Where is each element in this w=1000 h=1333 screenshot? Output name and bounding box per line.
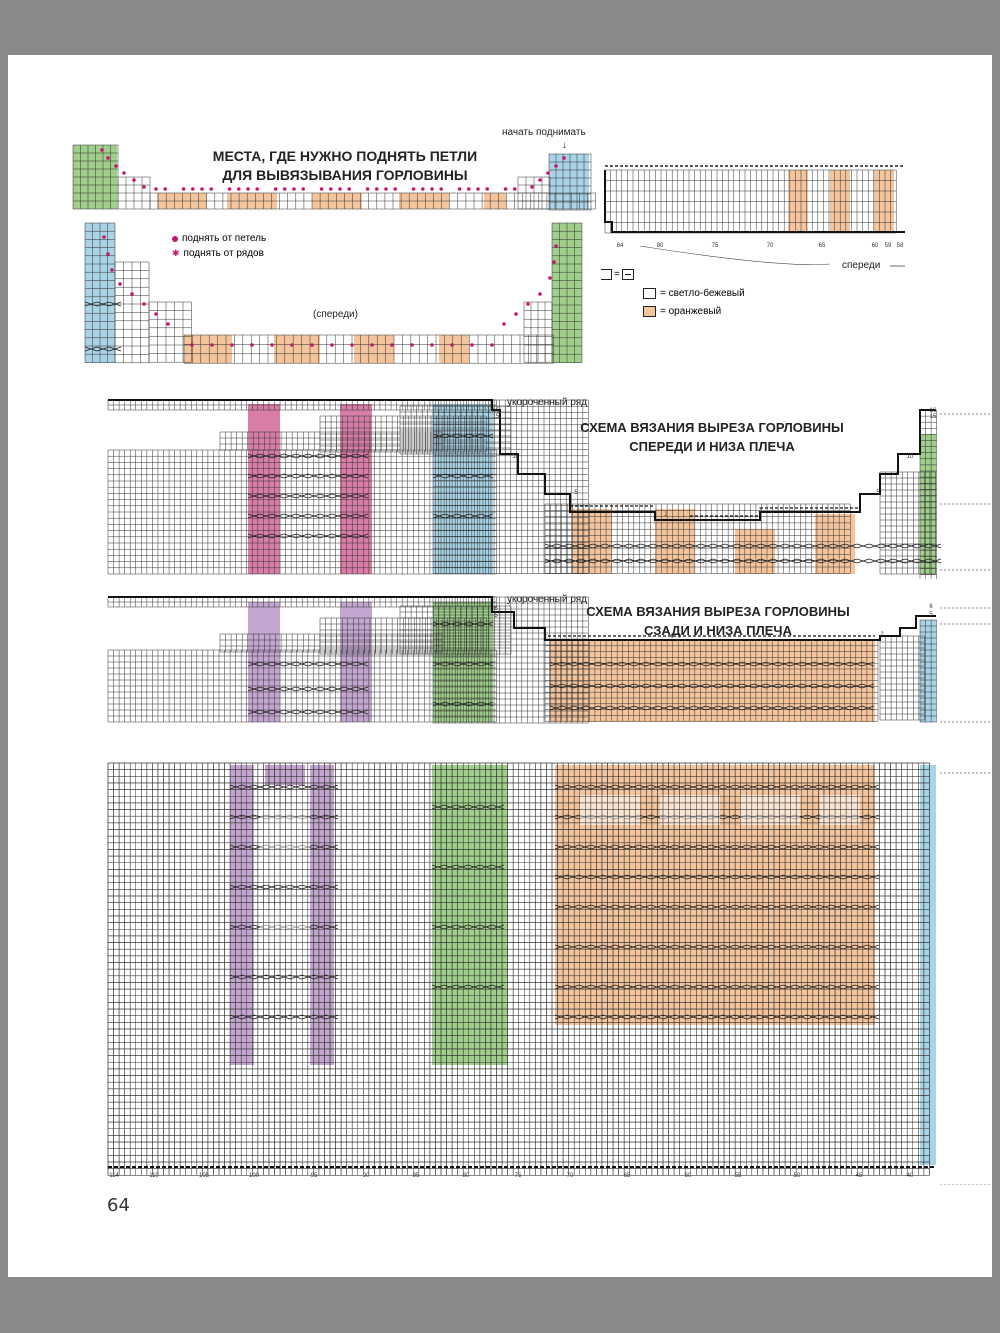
neckline-title (190, 147, 500, 185)
row-mark: 2 (664, 512, 668, 518)
x-tick: 55 (734, 1173, 742, 1179)
legend-pick-loops-label: поднять от петель (182, 233, 267, 244)
back-chart-title (568, 602, 868, 640)
x-tick: 50 (793, 1173, 801, 1179)
knit-symbol-icon (601, 269, 612, 280)
x-tick: 95 (310, 1173, 318, 1179)
front-short-row-label: укороченный ряд (507, 397, 588, 408)
symbol-legend (601, 269, 634, 280)
small-chart (600, 160, 910, 275)
neckline-title-line1: МЕСТА, ГДЕ НУЖНО ПОДНЯТЬ ПЕТЛИ (212, 148, 478, 164)
row-mark: 16 (492, 408, 500, 414)
symbol-equals: = (614, 269, 620, 280)
cable-window (580, 795, 640, 825)
back-short-row-label: укороченный ряд (507, 594, 588, 605)
grid-lines (880, 636, 924, 720)
x-tick: 58 (896, 243, 904, 249)
purl-symbol-icon (622, 269, 634, 280)
back-title-line1: СХЕМА ВЯЗАНИЯ ВЫРЕЗА ГОРЛОВИНЫ (586, 604, 850, 619)
row-mark: 5 (929, 612, 933, 618)
cable-window (660, 795, 720, 825)
row-mark: 5 (494, 613, 498, 619)
x-tick: 90 (362, 1173, 370, 1179)
legend-light-label: = светло-бежевый (660, 288, 745, 299)
x-tick: 84 (616, 243, 624, 249)
legend-pick-rows (172, 248, 264, 259)
row-mark: 2 (880, 632, 884, 638)
row-mark: 5 (876, 490, 880, 496)
main-body-chart (100, 755, 990, 1185)
row-mark: 10 (512, 454, 520, 460)
neckline-title-line2: ДЛЯ ВЫВЯЗЫВАНИЯ ГОРЛОВИНЫ (222, 167, 468, 183)
grid-lines (605, 170, 896, 233)
x-tick: 59 (884, 243, 892, 249)
row-mark: 5 (574, 490, 578, 496)
legend-light-beige (643, 288, 745, 299)
pink-cable-column (340, 404, 372, 574)
x-tick: 110 (149, 1173, 159, 1179)
grid-lines (184, 335, 554, 363)
arrow-down-icon: ↓ (562, 140, 567, 151)
x-tick: 40 (906, 1173, 914, 1179)
x-tick: 45 (855, 1173, 863, 1179)
row-mark: 10 (906, 454, 914, 460)
row-mark: 2 (758, 508, 762, 514)
row-mark: 6 (929, 604, 933, 610)
orange-block (354, 335, 394, 363)
bracket-line (640, 246, 830, 265)
row-mark: 6 (494, 606, 498, 612)
orange-block (274, 335, 320, 363)
row-mark: 15 (492, 414, 500, 420)
front-title-line2: СПЕРЕДИ И НИЗА ПЛЕЧА (629, 439, 795, 454)
x-tick: 105 (198, 1173, 210, 1179)
x-tick: 75 (514, 1173, 522, 1179)
front-label: (спереди) (313, 309, 358, 320)
dot-icon (172, 236, 178, 242)
pick-up-dots (102, 235, 558, 347)
legend-orange (643, 306, 721, 317)
orange-block (439, 335, 469, 363)
neckline-bottom-chart (84, 222, 584, 370)
x-tick: 75 (711, 243, 719, 249)
row-mark: 2 (543, 634, 547, 640)
x-tick: 80 (462, 1173, 470, 1179)
orange-block (655, 509, 695, 574)
x-tick: 70 (766, 243, 774, 249)
x-tick: 80 (656, 243, 664, 249)
page-number: 64 (107, 1195, 130, 1216)
front-title-line1: СХЕМА ВЯЗАНИЯ ВЫРЕЗА ГОРЛОВИНЫ (580, 420, 844, 435)
orange-swatch (643, 306, 656, 317)
x-tick: 114 (109, 1173, 119, 1179)
blue-column (920, 765, 936, 1165)
x-tick: 70 (566, 1173, 574, 1179)
guide-line (940, 608, 990, 722)
purple-cable-column (265, 765, 305, 785)
x-tick: 65 (818, 243, 826, 249)
x-tick: 100 (248, 1173, 260, 1179)
legend-orange-label: = оранжевый (660, 306, 722, 317)
orange-block (184, 335, 232, 363)
x-tick: 85 (412, 1173, 420, 1179)
front-chart-title (562, 418, 862, 456)
back-title-line2: СЗАДИ И НИЗА ПЛЕЧА (644, 623, 792, 638)
small-chart-front-label: спереди (842, 260, 881, 271)
legend-pick-loops (172, 233, 266, 244)
x-tick: 60 (684, 1173, 692, 1179)
row-mark: 15 (929, 414, 937, 420)
legend-pick-rows-label: поднять от рядов (183, 248, 264, 259)
purple-cable-column (230, 765, 254, 1065)
guide-line (940, 414, 990, 570)
star-icon: ✱ (172, 248, 180, 258)
start-picking-label: начать поднимать (502, 127, 586, 138)
cable-window (740, 795, 800, 825)
x-tick: 65 (623, 1173, 631, 1179)
pink-cable-column (248, 404, 280, 574)
blue-column (920, 620, 936, 722)
light-beige-swatch (643, 288, 656, 299)
row-mark: 16 (929, 408, 937, 414)
grid-lines (108, 450, 497, 574)
grid-lines (118, 177, 150, 209)
green-column (920, 434, 936, 574)
x-tick: 60 (871, 243, 879, 249)
cable-window (820, 795, 860, 825)
